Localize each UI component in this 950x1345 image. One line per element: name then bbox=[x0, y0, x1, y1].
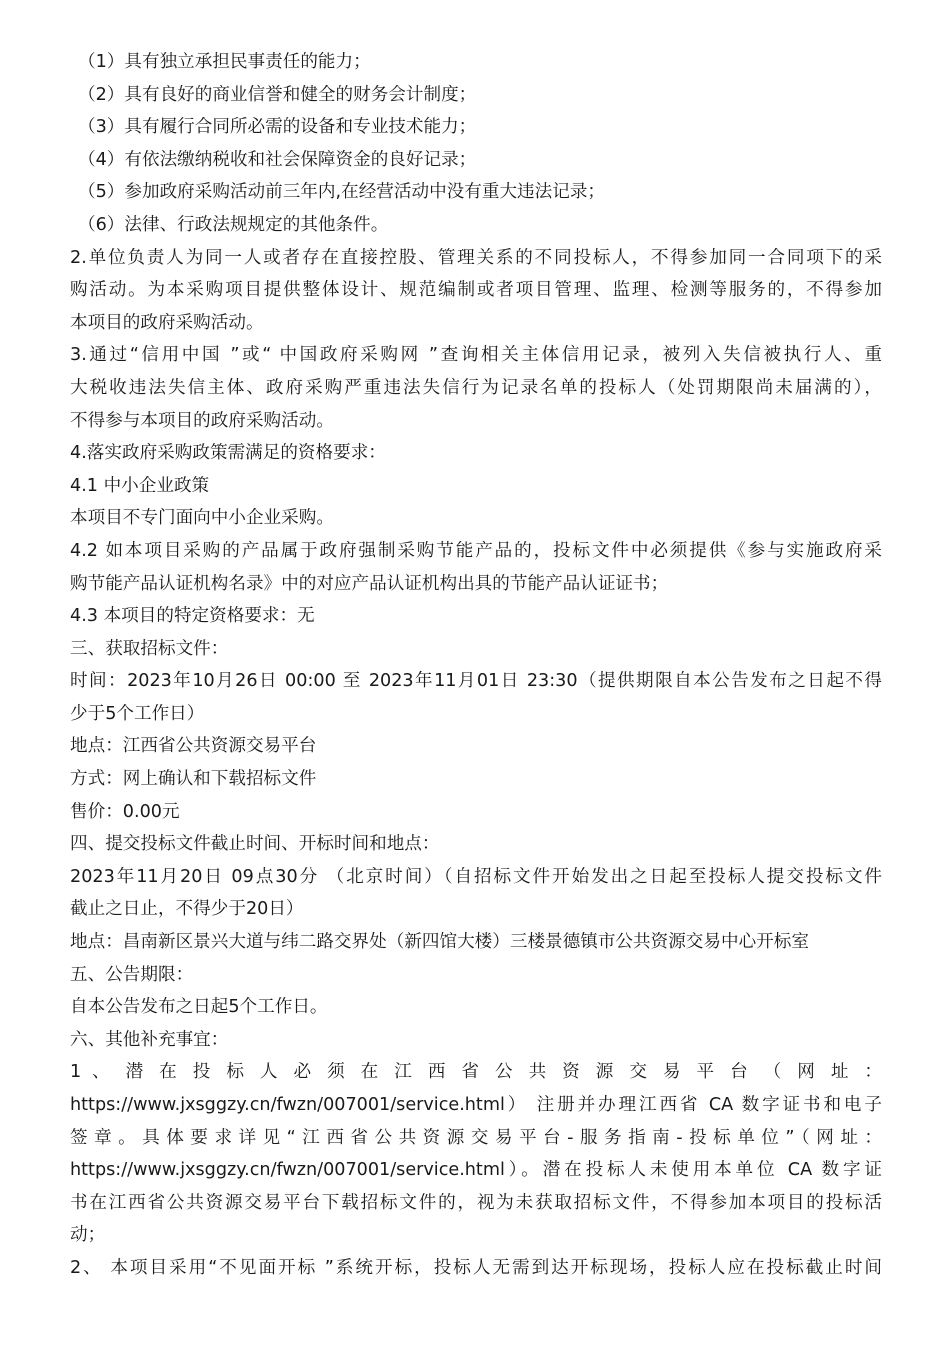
paragraph-4-1-heading: 4.1 中小企业政策 bbox=[70, 475, 210, 496]
supplement-1-line-5: 书在江西省公共资源交易平台下载招标文件的，视为未获取招标文件，不得参加本项目的投标活 bbox=[70, 1192, 882, 1213]
section-4-heading: 四、提交投标文件截止时间、开标时间和地点： bbox=[70, 834, 440, 855]
requirement-4: （4）有依法缴纳税收和社会保障资金的良好记录； bbox=[78, 149, 477, 170]
paragraph-3-line-3: 不得参与本项目的政府采购活动。 bbox=[70, 410, 334, 431]
supplement-1-line-4: https://www.jxsggzy.cn/fwzn/007001/service.html）。潜在投标人未使用本单位 CA 数字证 bbox=[70, 1160, 882, 1181]
paragraph-3-line-1: 3.通过“信用中国 ”或“ 中国政府采购网 ”查询相关主体信用记录，被列入失信被执行人、重 bbox=[70, 345, 882, 366]
paragraph-2-line-1: 2.单位负责人为同一人或者存在直接控股、管理关系的不同投标人，不得参加同一合同项下的采 bbox=[70, 247, 882, 268]
obtain-location: 地点：江西省公共资源交易平台 bbox=[70, 736, 317, 757]
section-3-heading: 三、获取招标文件： bbox=[70, 638, 229, 659]
requirement-1: （1）具有独立承担民事责任的能力； bbox=[78, 52, 371, 72]
deadline-line-2: 截止之日止，不得少于20日） bbox=[70, 899, 304, 920]
obtain-method: 方式：网上确认和下载招标文件 bbox=[70, 769, 317, 790]
supplement-1-line-1: 1 、 潜 在 投 标 人 必 须 在 江 西 省 公 共 资 源 交 易 平 台 （ 网 址 ： bbox=[70, 1062, 882, 1083]
paragraph-4-2-line-1: 4.2 如本项目采购的产品属于政府强制采购节能产品的，投标文件中必须提供《参与实施政府采 bbox=[70, 540, 882, 561]
supplement-1-line-2: https://www.jxsggzy.cn/fwzn/007001/service.html） 注册并办理江西省 CA 数字证书和电子 bbox=[70, 1095, 882, 1115]
supplement-1-line-6: 动； bbox=[70, 1225, 106, 1246]
obtain-time-line-1: 时间：2023年10月26日 00:00 至 2023年11月01日 23:30（提供期限自本公告发布之日起不得 bbox=[70, 671, 882, 692]
paragraph-2-line-2: 购活动。为本采购项目提供整体设计、规范编制或者项目管理、监理、检测等服务的，不得参加 bbox=[70, 280, 882, 301]
section-6-heading: 六、其他补充事宜： bbox=[70, 1029, 229, 1050]
supplement-1-line-3: 签章。具体要求详见“江西省公共资源交易平台-服务指南-投标单位”（网址： bbox=[70, 1127, 882, 1148]
supplement-2-line-1: 2、 本项目采用“不见面开标 ”系统开标，投标人无需到达开标现场，投标人应在投标截止时间 bbox=[70, 1257, 882, 1278]
deadline-line-1: 2023年11月20日 09点30分 （北京时间）（自招标文件开始发出之日起至投标人提交投标文件 bbox=[70, 866, 882, 887]
paragraph-4-heading: 4.落实政府采购政策需满足的资格要求： bbox=[70, 443, 386, 464]
paragraph-4-2-line-2: 购节能产品认证机构名录》中的对应产品认证机构出具的节能产品认证证书； bbox=[70, 573, 669, 594]
paragraph-4-3: 4.3 本项目的特定资格要求：无 bbox=[70, 606, 315, 627]
section-5-heading: 五、公告期限： bbox=[70, 964, 194, 985]
requirement-2: （2）具有良好的商业信誉和健全的财务会计制度； bbox=[78, 84, 477, 105]
requirement-6: （6）法律、行政法规规定的其他条件。 bbox=[78, 214, 389, 235]
obtain-price: 售价：0.00元 bbox=[70, 801, 180, 822]
document-body bbox=[70, 46, 882, 1285]
opening-location: 地点：昌南新区景兴大道与纬二路交界处（新四馆大楼）三楼景德镇市公共资源交易中心开标室 bbox=[70, 932, 809, 953]
paragraph-2-line-3: 本项目的政府采购活动。 bbox=[70, 312, 264, 333]
announcement-period: 自本公告发布之日起5个工作日。 bbox=[70, 997, 328, 1018]
paragraph-4-1-text: 本项目不专门面向中小企业采购。 bbox=[70, 508, 334, 529]
obtain-time-line-2: 少于5个工作日） bbox=[70, 703, 205, 724]
requirement-3: （3）具有履行合同所必需的设备和专业技术能力； bbox=[78, 117, 477, 138]
requirement-5: （5）参加政府采购活动前三年内,在经营活动中没有重大违法记录； bbox=[78, 182, 606, 203]
paragraph-3-line-2: 大税收违法失信主体、政府采购严重违法失信行为记录名单的投标人（处罚期限尚未届满的）， bbox=[70, 377, 882, 398]
